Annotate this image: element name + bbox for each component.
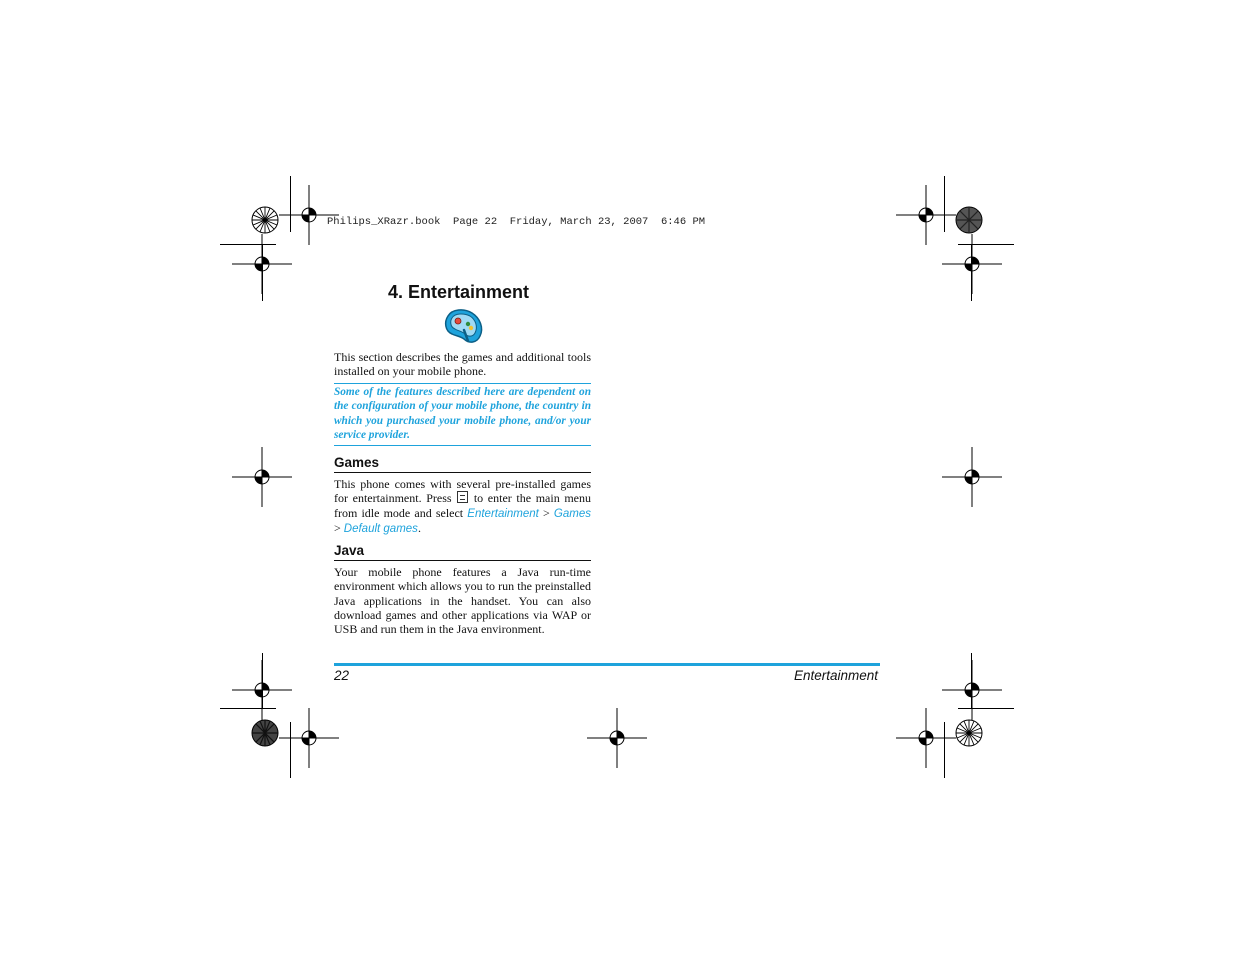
registration-target-icon — [277, 706, 341, 770]
menu-path-separator: > — [538, 505, 554, 520]
games-text-1: This phone comes with several pre-installed games for entertainment. Press — [334, 477, 591, 506]
games-text-2: to enter the main menu from idle mode and select — [334, 491, 591, 520]
java-paragraph: Your mobile phone features a Java run-time environment which allows you to run the preinstalled Java applications in the handset. You can also download games and other applications via WAP or USB and run them in the Java environment. — [334, 565, 591, 637]
section-heading-java: Java — [334, 543, 591, 561]
menu-path-separator: > — [334, 520, 344, 535]
game-controller-icon — [442, 306, 484, 346]
star-target-icon — [251, 206, 279, 234]
registration-target-icon — [940, 445, 1004, 509]
registration-target-icon — [894, 706, 958, 770]
star-target-icon — [955, 206, 983, 234]
games-paragraph — [334, 477, 591, 536]
chapter-title: 4. Entertainment — [388, 282, 530, 302]
games-text-end: . — [417, 520, 421, 535]
feature-note — [334, 383, 591, 446]
registration-target-icon — [230, 232, 294, 296]
feature-note-text: Some of the features described here are dependent on the configuration of your mobile phone, the country in which you purchased your mobile phone, and/or your service provider. — [334, 386, 591, 441]
registration-target-icon — [230, 445, 294, 509]
menu-path-games: Games — [553, 507, 591, 520]
registration-target-icon — [940, 232, 1004, 296]
page-number: 22 — [334, 668, 350, 683]
star-target-icon — [251, 719, 279, 747]
star-target-icon — [955, 719, 983, 747]
menu-path-default-games: Default games — [343, 522, 418, 535]
menu-path-entertainment: Entertainment — [467, 507, 539, 520]
registration-target-icon — [585, 706, 649, 770]
menu-key-icon — [457, 491, 468, 503]
footer-section-title: Entertainment — [793, 668, 878, 683]
print-header-slug: Philips_XRazr.book Page 22 Friday, March 23, 2007 6:46 PM — [327, 216, 706, 228]
section-heading-games: Games — [334, 455, 591, 473]
intro-paragraph: This section describes the games and additional tools installed on your mobile phone. — [334, 350, 591, 379]
footer-rule — [334, 663, 880, 666]
